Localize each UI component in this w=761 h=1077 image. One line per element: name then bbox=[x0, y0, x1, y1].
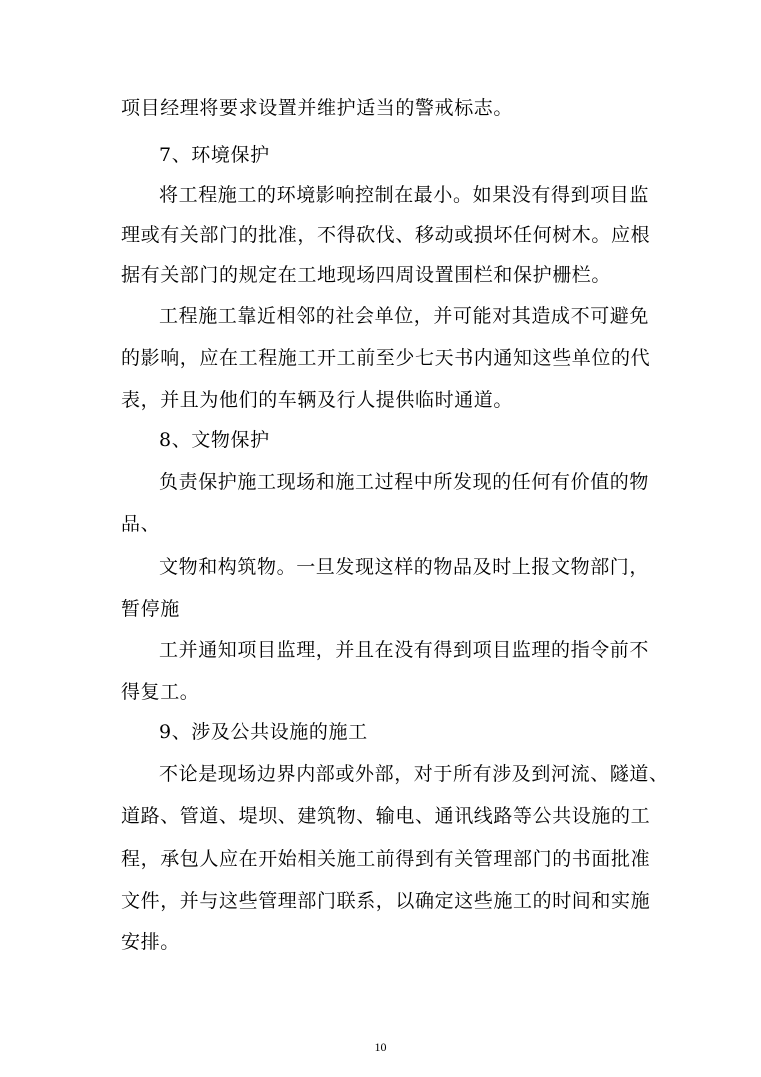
section-heading: 8、文物保护 bbox=[159, 429, 270, 451]
text-line: 得复工。 bbox=[121, 681, 200, 703]
text-line: 工程施工靠近相邻的社会单位，并可能对其造成不可避免 bbox=[159, 305, 650, 327]
text-line: 据有关部门的规定在工地现场四周设置围栏和保护栅栏。 bbox=[121, 264, 612, 286]
text-line: 道路、管道、堤坝、建筑物、输电、通讯线路等公共设施的工 bbox=[121, 805, 651, 827]
page-number: 10 bbox=[374, 1040, 387, 1054]
text-line: 安排。 bbox=[121, 931, 180, 953]
text-line: 项目经理将要求设置并维护适当的警戒标志。 bbox=[121, 97, 514, 119]
text-line: 文件，并与这些管理部门联系，以确定这些施工的时间和实施 bbox=[121, 890, 651, 912]
text-line: 品、 bbox=[121, 513, 161, 535]
text-line: 将工程施工的环境影响控制在最小。如果没有得到项目监 bbox=[159, 184, 650, 206]
text-line: 负责保护施工现场和施工过程中所发现的任何有价值的物 bbox=[159, 471, 650, 493]
text-line: 工并通知项目监理，并且在没有得到项目监理的指令前不 bbox=[159, 639, 650, 661]
section-heading: 7、环境保护 bbox=[159, 144, 270, 166]
section-heading: 9、涉及公共设施的施工 bbox=[159, 721, 368, 743]
text-line: 表，并且为他们的车辆及行人提供临时通道。 bbox=[121, 389, 514, 411]
text-line: 文物和构筑物。一旦发现这样的物品及时上报文物部门， bbox=[159, 556, 650, 578]
text-line: 暂停施 bbox=[121, 598, 180, 620]
text-line: 理或有关部门的批准，不得砍伐、移动或损坏任何树木。应根 bbox=[121, 224, 651, 246]
text-line: 程，承包人应在开始相关施工前得到有关管理部门的书面批准 bbox=[121, 848, 651, 870]
text-line: 的影响，应在工程施工开工前至少七天书内通知这些单位的代 bbox=[121, 347, 651, 369]
text-line: 不论是现场边界内部或外部，对于所有涉及到河流、隧道、 bbox=[159, 763, 669, 785]
